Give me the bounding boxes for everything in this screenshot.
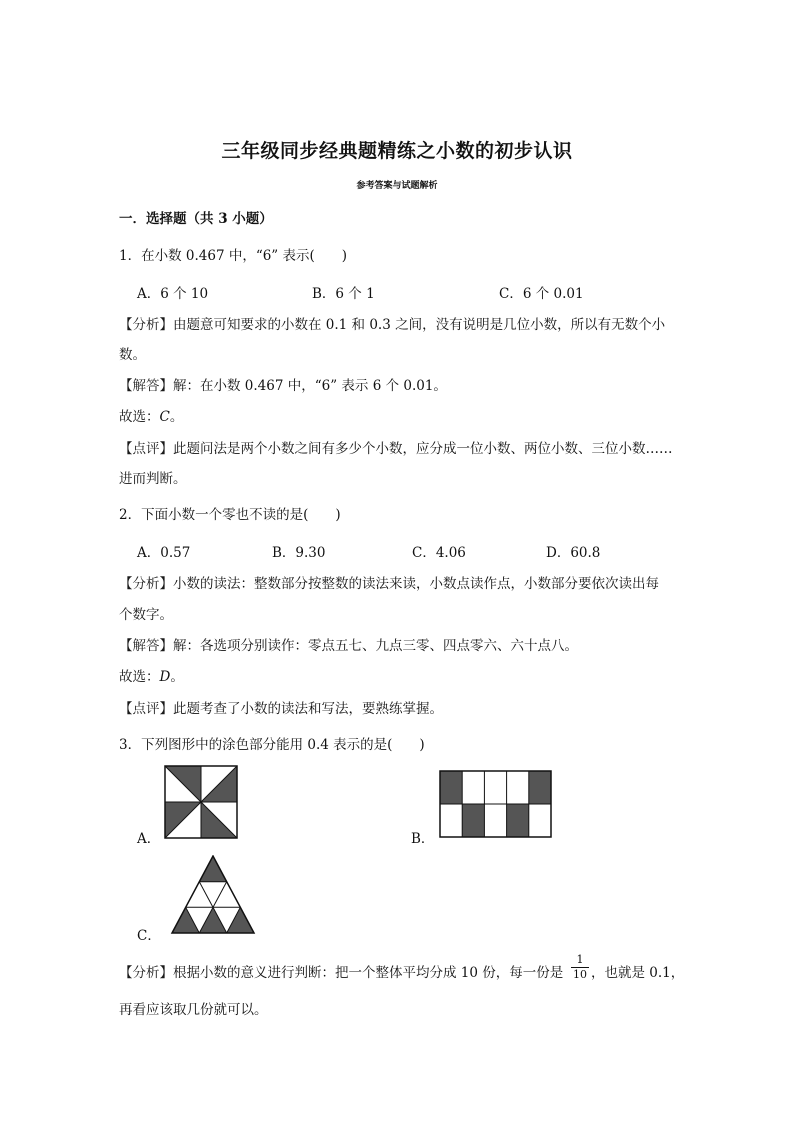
choice-letter: D xyxy=(159,669,171,685)
q2-choice xyxy=(119,665,184,685)
q3-option-b-label: B． xyxy=(411,831,435,847)
q1-analysis-text: 由题意可知要求的小数在 0.1 和 0.3 之间，没有说明是几位小数，所以有无数个小 xyxy=(173,317,666,333)
analysis-tag: 【分析】 xyxy=(119,576,173,592)
q1-option-a: A．6 个 10 xyxy=(137,286,209,302)
q3-figure-c xyxy=(169,855,257,935)
q1-analysis-cont: 数。 xyxy=(119,347,146,363)
q2-analysis-text: 小数的读法：整数部分按整数的读法来读，小数点读作点，小数部分要依次读出每 xyxy=(173,576,659,592)
q2-option-c: C．4.06 xyxy=(412,545,466,561)
answer-tag: 【解答】 xyxy=(119,378,173,394)
q1-analysis xyxy=(119,313,665,333)
q2-comment-text: 此题考查了小数的读法和写法，要熟练掌握。 xyxy=(173,701,443,717)
q1-comment xyxy=(119,437,673,457)
page-title: 三年级同步经典题精练之小数的初步认识 xyxy=(221,140,573,162)
figure-b-shaded-cell xyxy=(507,804,529,837)
choice-prefix: 故选： xyxy=(119,409,160,425)
analysis-tag: 【分析】 xyxy=(119,965,173,981)
comment-tag: 【点评】 xyxy=(119,701,173,717)
figure-b-shaded-cell xyxy=(462,804,484,837)
figure-c-shaded-triangle xyxy=(199,856,226,882)
q1-option-c: C．6 个 0.01 xyxy=(499,286,584,302)
choice-suffix: 。 xyxy=(170,669,184,685)
fraction-numerator: 1 xyxy=(571,954,589,968)
q3-analysis-end: ，也就是 0.1， xyxy=(591,965,685,981)
q3-analysis xyxy=(119,961,563,981)
q2-answer-text: 解：各选项分别读作：零点五七、九点三零、四点零六、六十点八。 xyxy=(173,638,578,654)
q1-question: 1．在小数 0.467 中，“6” 表示( ) xyxy=(119,248,348,264)
q1-answer xyxy=(119,374,447,394)
q2-question: 2．下面小数一个零也不读的是( ) xyxy=(119,507,341,523)
q1-comment-text: 此题问法是两个小数之间有多少个小数，应分成一位小数、两位小数、三位小数…… xyxy=(173,441,673,457)
q2-option-d: D．60.8 xyxy=(546,545,601,561)
q2-option-b: B．9.30 xyxy=(272,545,326,561)
q1-answer-text: 解：在小数 0.467 中，“6” 表示 6 个 0.01。 xyxy=(173,378,447,394)
choice-letter: C xyxy=(159,409,170,425)
choice-prefix: 故选： xyxy=(119,669,160,685)
choice-suffix: 。 xyxy=(169,409,184,425)
figure-b-shaded-cell xyxy=(440,771,462,804)
q3-analysis-text: 根据小数的意义进行判断：把一个整体平均分成 10 份，每一份是 xyxy=(173,965,564,981)
q2-analysis xyxy=(119,572,659,592)
answer-tag: 【解答】 xyxy=(119,638,173,654)
figure-b-shaded-cell xyxy=(529,771,551,804)
q3-figure-b xyxy=(439,770,552,838)
fraction-denominator: 10 xyxy=(573,968,587,981)
page-subtitle: 参考答案与试题解析 xyxy=(356,181,438,191)
q2-answer xyxy=(119,634,578,654)
q2-comment xyxy=(119,697,443,717)
analysis-tag: 【分析】 xyxy=(119,317,173,333)
q3-question: 3．下列图形中的涂色部分能用 0.4 表示的是( ) xyxy=(119,737,425,753)
q2-analysis-cont: 个数字。 xyxy=(119,607,173,623)
q2-option-a: A．0.57 xyxy=(137,545,191,561)
fraction-one-tenth xyxy=(571,954,589,981)
q3-option-c-label: C． xyxy=(137,928,161,944)
q3-option-a-label: A． xyxy=(137,831,161,847)
q1-option-b: B．6 个 1 xyxy=(312,286,375,302)
q1-choice xyxy=(119,405,183,425)
comment-tag: 【点评】 xyxy=(119,441,173,457)
q3-figure-a xyxy=(164,765,238,839)
q1-comment-cont: 进而判断。 xyxy=(119,471,187,487)
q3-analysis-cont: 再看应该取几份就可以。 xyxy=(119,1002,268,1018)
section-heading: 一．选择题（共 3 小题） xyxy=(119,211,273,227)
